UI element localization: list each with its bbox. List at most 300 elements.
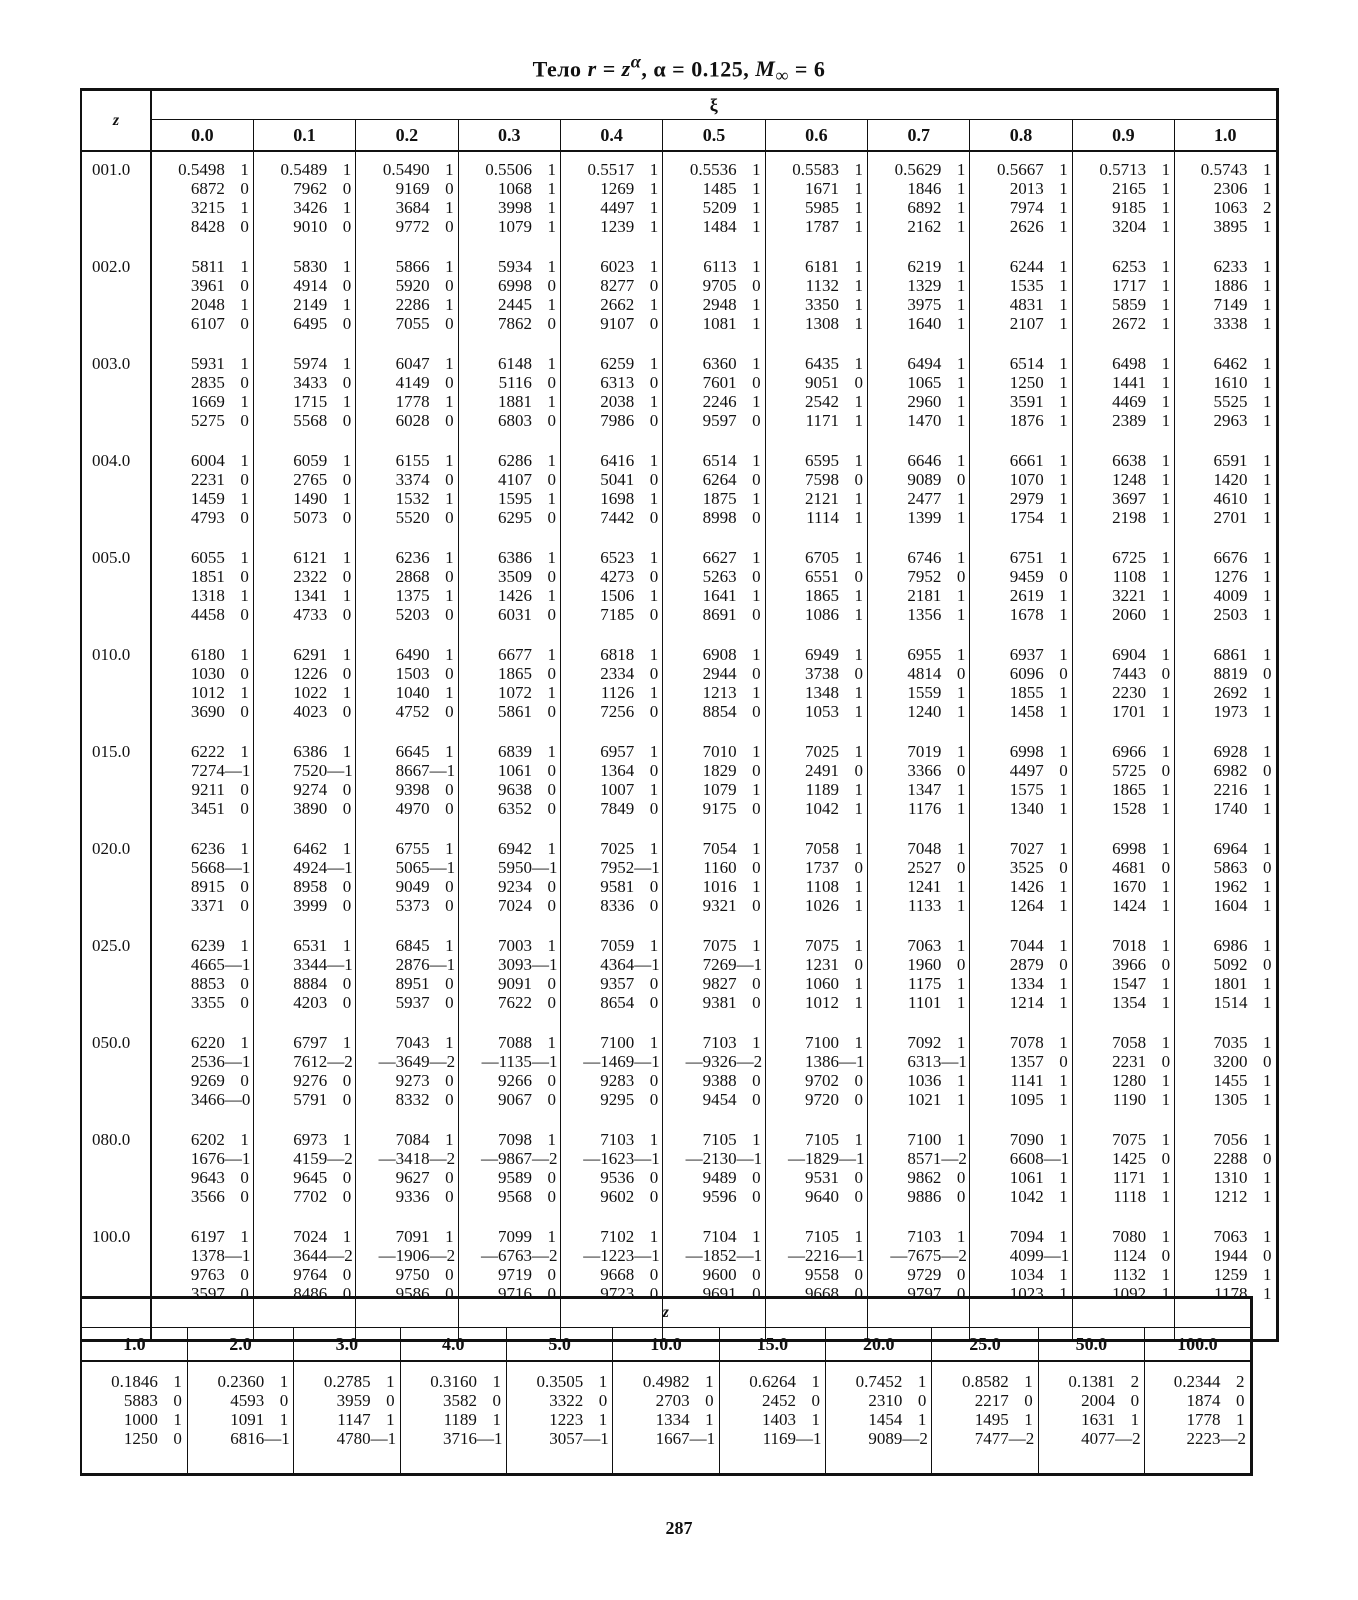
value-line bbox=[970, 683, 1071, 702]
value-line bbox=[561, 955, 662, 974]
exponent: 0 bbox=[547, 567, 556, 586]
exponent: 0 bbox=[752, 1071, 761, 1090]
exponent: 0 bbox=[1263, 1246, 1272, 1265]
exponent: 0 bbox=[649, 702, 659, 721]
value-line bbox=[1073, 683, 1174, 702]
value-line bbox=[254, 314, 355, 333]
exponent: 1 bbox=[240, 198, 249, 217]
exponent: 1 bbox=[1161, 1227, 1171, 1246]
value-line bbox=[663, 936, 764, 955]
exponent: 0 bbox=[240, 605, 249, 624]
exponent: 0 bbox=[547, 780, 556, 799]
value-line bbox=[295, 1410, 398, 1429]
exponent: 1 bbox=[386, 1372, 395, 1391]
mantissa: 6059 bbox=[293, 451, 328, 470]
exponent: 1 bbox=[1263, 1227, 1272, 1246]
exponent: 1 bbox=[1263, 451, 1272, 470]
value-line bbox=[356, 548, 457, 567]
exponent: 0 bbox=[547, 411, 556, 430]
xi-column-header: 0.9 bbox=[1072, 120, 1174, 152]
table-cell bbox=[663, 928, 765, 1025]
exponent: 1 bbox=[854, 780, 864, 799]
mantissa: 3597 bbox=[190, 1284, 225, 1303]
value-line bbox=[152, 1168, 253, 1187]
exponent: 1 bbox=[1161, 295, 1171, 314]
exponent: 0 bbox=[547, 1265, 556, 1284]
exponent: 0 bbox=[445, 1265, 454, 1284]
mantissa: 2216 bbox=[1213, 780, 1248, 799]
value-line bbox=[561, 314, 662, 333]
table-cell bbox=[356, 928, 458, 1025]
mantissa: 9597 bbox=[702, 411, 737, 430]
value-line bbox=[868, 373, 969, 392]
table-cell bbox=[970, 249, 1072, 346]
mantissa: 0.1381 bbox=[1068, 1372, 1116, 1391]
exponent: 0 bbox=[649, 761, 659, 780]
mantissa: 6861 bbox=[1213, 645, 1248, 664]
exponent: 1 bbox=[1263, 257, 1272, 276]
mantissa: 7094 bbox=[1009, 1227, 1044, 1246]
table-cell bbox=[151, 734, 253, 831]
mantissa: 3374 bbox=[395, 470, 430, 489]
mantissa: 7100 bbox=[805, 1033, 840, 1052]
value-line bbox=[970, 276, 1071, 295]
value-line bbox=[970, 936, 1071, 955]
exponent: 1 bbox=[1263, 1033, 1272, 1052]
exponent: 0 bbox=[240, 1168, 249, 1187]
value-line bbox=[254, 645, 355, 664]
exponent: 1 bbox=[752, 742, 761, 761]
value-line bbox=[827, 1410, 930, 1429]
mantissa: 2879 bbox=[1009, 955, 1044, 974]
value-line bbox=[721, 1372, 824, 1391]
exponent: 1 bbox=[956, 451, 966, 470]
table-cell bbox=[458, 443, 560, 540]
exponent: 0 bbox=[854, 567, 864, 586]
mantissa: 0.5498 bbox=[178, 160, 225, 179]
mantissa: 6291 bbox=[293, 645, 328, 664]
exponent: 0 bbox=[342, 605, 352, 624]
value-line bbox=[254, 936, 355, 955]
table-cell bbox=[765, 831, 867, 928]
mantissa: 5950 bbox=[497, 858, 532, 877]
value-line bbox=[868, 1246, 969, 1265]
exponent: 1 bbox=[547, 295, 556, 314]
table-cell bbox=[1038, 1361, 1144, 1475]
mantissa: 7010 bbox=[702, 742, 737, 761]
mantissa: 6202 bbox=[190, 1130, 225, 1149]
mantissa: 3566 bbox=[190, 1187, 225, 1206]
value-line bbox=[254, 586, 355, 605]
exponent: —2 bbox=[429, 1149, 456, 1168]
exponent: 0 bbox=[240, 799, 249, 818]
exponent: 1 bbox=[445, 683, 454, 702]
value-line bbox=[868, 354, 969, 373]
exponent: —2 bbox=[902, 1429, 928, 1448]
value-line bbox=[152, 955, 253, 974]
z-column-header: 50.0 bbox=[1038, 1328, 1144, 1362]
exponent: 0 bbox=[342, 702, 352, 721]
value-line bbox=[1073, 1071, 1174, 1090]
z-value: 015.0 bbox=[81, 734, 151, 831]
mantissa: 4203 bbox=[293, 993, 328, 1012]
value-line bbox=[356, 295, 457, 314]
mantissa: 9283 bbox=[600, 1071, 635, 1090]
table-cell bbox=[1175, 637, 1277, 734]
mantissa: 1212 bbox=[1213, 1187, 1248, 1206]
exponent: 1 bbox=[1161, 567, 1171, 586]
exponent: 1 bbox=[1161, 742, 1171, 761]
mantissa: 7099 bbox=[497, 1227, 532, 1246]
exponent: —1 bbox=[736, 955, 763, 974]
value-line bbox=[766, 742, 867, 761]
mantissa: —3649 bbox=[378, 1052, 430, 1071]
exponent: 1 bbox=[649, 392, 659, 411]
mantissa: 1248 bbox=[1112, 470, 1147, 489]
table-cell bbox=[1072, 928, 1174, 1025]
mantissa: 6646 bbox=[907, 451, 942, 470]
title-alpha: , α = 0.125, bbox=[641, 56, 756, 82]
mantissa: 6872 bbox=[190, 179, 225, 198]
table-cell bbox=[356, 249, 458, 346]
mantissa: 1189 bbox=[805, 780, 840, 799]
exponent: 0 bbox=[854, 1090, 864, 1109]
mantissa: 1276 bbox=[1213, 567, 1248, 586]
value-line bbox=[152, 1130, 253, 1149]
exponent: 1 bbox=[1161, 799, 1171, 818]
value-line bbox=[970, 780, 1071, 799]
exponent: 1 bbox=[752, 548, 761, 567]
mantissa: 5937 bbox=[395, 993, 430, 1012]
value-line bbox=[561, 411, 662, 430]
value-line bbox=[254, 508, 355, 527]
value-line bbox=[868, 1130, 969, 1149]
value-line bbox=[970, 198, 1071, 217]
value-line bbox=[356, 605, 457, 624]
value-line bbox=[766, 1187, 867, 1206]
table-cell bbox=[868, 734, 970, 831]
value-line bbox=[868, 1090, 969, 1109]
xi-column-header: 0.5 bbox=[663, 120, 765, 152]
table-cell bbox=[932, 1361, 1038, 1475]
table-cell bbox=[1072, 443, 1174, 540]
exponent: —1 bbox=[224, 858, 251, 877]
z-value: 050.0 bbox=[81, 1025, 151, 1122]
value-line bbox=[561, 1227, 662, 1246]
mantissa: 6462 bbox=[1213, 354, 1248, 373]
value-line bbox=[970, 411, 1071, 430]
value-line bbox=[663, 839, 764, 858]
exponent: 1 bbox=[1059, 489, 1068, 508]
exponent: —1 bbox=[634, 955, 660, 974]
value-line bbox=[402, 1429, 505, 1448]
exponent: 1 bbox=[854, 411, 864, 430]
exponent: 0 bbox=[752, 702, 761, 721]
exponent: 1 bbox=[1161, 198, 1171, 217]
table-cell bbox=[970, 443, 1072, 540]
mantissa: 9336 bbox=[395, 1187, 430, 1206]
exponent: 1 bbox=[956, 993, 966, 1012]
mantissa: 6949 bbox=[805, 645, 840, 664]
value-line bbox=[663, 702, 764, 721]
mantissa: 0.4982 bbox=[642, 1372, 690, 1391]
mantissa: 4159 bbox=[293, 1149, 328, 1168]
value-line bbox=[970, 1071, 1071, 1090]
mantissa: 1334 bbox=[1009, 974, 1044, 993]
value-line bbox=[152, 257, 253, 276]
mantissa: 6236 bbox=[190, 839, 225, 858]
table-cell bbox=[663, 831, 765, 928]
mantissa: 9750 bbox=[395, 1265, 430, 1284]
mantissa: 7443 bbox=[1112, 664, 1147, 683]
exponent: 1 bbox=[854, 605, 864, 624]
exponent: 1 bbox=[445, 645, 454, 664]
exponent: 1 bbox=[956, 702, 966, 721]
mantissa: 6755 bbox=[395, 839, 430, 858]
mantissa: 6023 bbox=[600, 257, 635, 276]
exponent: 1 bbox=[547, 742, 556, 761]
table-cell bbox=[253, 734, 355, 831]
mantissa: 1053 bbox=[805, 702, 840, 721]
mantissa: 7088 bbox=[497, 1033, 532, 1052]
mantissa: 2121 bbox=[805, 489, 840, 508]
value-line bbox=[1073, 276, 1174, 295]
mantissa: 0.5536 bbox=[689, 160, 737, 179]
value-line bbox=[663, 1033, 764, 1052]
value-line bbox=[561, 508, 662, 527]
value-line bbox=[868, 470, 969, 489]
value-line bbox=[459, 257, 560, 276]
exponent: 0 bbox=[342, 799, 352, 818]
value-line bbox=[868, 451, 969, 470]
mantissa: 7862 bbox=[497, 314, 532, 333]
value-line bbox=[356, 1187, 457, 1206]
exponent: —1 bbox=[634, 1052, 660, 1071]
exponent: 1 bbox=[445, 451, 454, 470]
table-row bbox=[81, 734, 1277, 831]
value-line bbox=[663, 761, 764, 780]
value-line bbox=[868, 645, 969, 664]
exponent: 0 bbox=[547, 664, 556, 683]
exponent: 1 bbox=[1059, 1130, 1068, 1149]
exponent: 1 bbox=[1161, 877, 1171, 896]
exponent: 1 bbox=[752, 936, 761, 955]
exponent: 1 bbox=[240, 451, 249, 470]
mantissa: 9274 bbox=[293, 780, 328, 799]
value-line bbox=[254, 1052, 355, 1071]
value-line bbox=[663, 1052, 764, 1071]
mantissa: 3466 bbox=[190, 1090, 225, 1109]
value-line bbox=[1073, 1052, 1174, 1071]
mantissa: 2322 bbox=[293, 567, 328, 586]
mantissa: 5974 bbox=[293, 354, 328, 373]
mantissa: 9640 bbox=[805, 1187, 840, 1206]
value-line bbox=[561, 1130, 662, 1149]
mantissa: 1667 bbox=[655, 1429, 690, 1448]
value-line bbox=[459, 1130, 560, 1149]
mantissa: 1485 bbox=[702, 179, 737, 198]
xi-column-header: 0.3 bbox=[458, 120, 560, 152]
value-line bbox=[1175, 276, 1275, 295]
exponent: 0 bbox=[598, 1391, 608, 1410]
exponent: —1 bbox=[224, 1052, 251, 1071]
exponent: 1 bbox=[956, 1071, 966, 1090]
mantissa: 9276 bbox=[293, 1071, 328, 1090]
mantissa: 2231 bbox=[190, 470, 225, 489]
mantissa: 5985 bbox=[805, 198, 840, 217]
exponent: 1 bbox=[854, 799, 864, 818]
table-cell bbox=[151, 346, 253, 443]
value-line bbox=[868, 858, 969, 877]
table-cell bbox=[253, 540, 355, 637]
mantissa: 7098 bbox=[497, 1130, 532, 1149]
value-line bbox=[766, 354, 867, 373]
table-row bbox=[81, 1122, 1277, 1219]
mantissa: 1012 bbox=[190, 683, 225, 702]
value-line bbox=[561, 1149, 662, 1168]
mantissa: 1012 bbox=[805, 993, 840, 1012]
value-line bbox=[152, 1265, 253, 1284]
value-line bbox=[970, 1227, 1071, 1246]
exponent: 1 bbox=[240, 1227, 249, 1246]
exponent: 1 bbox=[1263, 314, 1272, 333]
value-line bbox=[766, 1227, 867, 1246]
z-value: 025.0 bbox=[81, 928, 151, 1025]
value-line bbox=[254, 896, 355, 915]
value-line bbox=[83, 1372, 186, 1391]
mantissa: 3975 bbox=[907, 295, 942, 314]
mantissa: 9586 bbox=[395, 1284, 430, 1303]
mantissa: 0.5517 bbox=[587, 160, 635, 179]
value-line bbox=[663, 508, 764, 527]
mantissa: 1034 bbox=[1009, 1265, 1044, 1284]
exponent: 0 bbox=[547, 276, 556, 295]
table-cell bbox=[458, 928, 560, 1025]
exponent: 1 bbox=[1263, 877, 1272, 896]
value-line bbox=[189, 1410, 292, 1429]
value-line bbox=[970, 605, 1071, 624]
exponent: 1 bbox=[1263, 276, 1272, 295]
mantissa: 7003 bbox=[497, 936, 532, 955]
mantissa: 6608 bbox=[1009, 1149, 1044, 1168]
value-line bbox=[970, 896, 1071, 915]
value-line bbox=[254, 955, 355, 974]
exponent: 1 bbox=[649, 586, 659, 605]
mantissa: —1469 bbox=[583, 1052, 635, 1071]
value-line bbox=[1175, 799, 1275, 818]
value-line bbox=[868, 1168, 969, 1187]
table-cell bbox=[356, 734, 458, 831]
value-line bbox=[254, 664, 355, 683]
table-cell bbox=[560, 1025, 662, 1122]
mantissa: 6435 bbox=[805, 354, 840, 373]
mantissa: 9321 bbox=[702, 896, 737, 915]
exponent: 1 bbox=[1059, 276, 1068, 295]
mantissa: 4077 bbox=[1081, 1429, 1116, 1448]
mantissa: 4610 bbox=[1213, 489, 1248, 508]
value-line bbox=[1175, 702, 1275, 721]
mantissa: 1040 bbox=[395, 683, 430, 702]
value-line bbox=[356, 936, 457, 955]
table-cell bbox=[970, 637, 1072, 734]
exponent: 0 bbox=[342, 470, 352, 489]
value-line bbox=[561, 470, 662, 489]
mantissa: 1030 bbox=[190, 664, 225, 683]
mantissa: 8951 bbox=[395, 974, 430, 993]
value-line bbox=[152, 1227, 253, 1246]
exponent: 0 bbox=[649, 974, 659, 993]
exponent: 1 bbox=[1263, 470, 1272, 489]
exponent: 0 bbox=[752, 508, 761, 527]
mantissa: 2310 bbox=[868, 1391, 903, 1410]
exponent: —1 bbox=[327, 858, 353, 877]
mantissa: 3895 bbox=[1213, 217, 1248, 236]
mantissa: 7269 bbox=[702, 955, 737, 974]
mantissa: 9716 bbox=[497, 1284, 532, 1303]
mantissa: 0.6264 bbox=[749, 1372, 797, 1391]
exponent: 0 bbox=[547, 314, 556, 333]
mantissa: 9558 bbox=[805, 1265, 840, 1284]
mantissa: 7598 bbox=[805, 470, 840, 489]
z-value: 003.0 bbox=[81, 346, 151, 443]
exponent: —1 bbox=[224, 761, 251, 780]
value-line bbox=[152, 761, 253, 780]
z-column-header: 5.0 bbox=[506, 1328, 612, 1362]
exponent: 1 bbox=[547, 489, 556, 508]
value-line bbox=[970, 645, 1071, 664]
value-line bbox=[152, 993, 253, 1012]
mantissa: 6031 bbox=[497, 605, 532, 624]
exponent: 1 bbox=[240, 548, 249, 567]
exponent: 0 bbox=[445, 1090, 454, 1109]
exponent: 1 bbox=[547, 217, 556, 236]
exponent: 1 bbox=[854, 1033, 864, 1052]
value-line bbox=[868, 548, 969, 567]
value-line bbox=[402, 1410, 505, 1429]
mantissa: 6239 bbox=[190, 936, 225, 955]
exponent: 1 bbox=[956, 742, 966, 761]
exponent: 1 bbox=[1263, 373, 1272, 392]
mantissa: 1399 bbox=[907, 508, 942, 527]
mantissa: 5931 bbox=[190, 354, 225, 373]
value-line bbox=[663, 1265, 764, 1284]
value-line bbox=[1175, 858, 1275, 877]
exponent: 0 bbox=[445, 702, 454, 721]
mantissa: 1364 bbox=[600, 761, 635, 780]
exponent: 1 bbox=[598, 1410, 608, 1429]
exponent: 1 bbox=[649, 839, 659, 858]
exponent: 1 bbox=[854, 489, 864, 508]
exponent: 0 bbox=[1059, 761, 1068, 780]
mantissa: 1239 bbox=[600, 217, 635, 236]
mantissa: 1308 bbox=[805, 314, 840, 333]
value-line bbox=[356, 1071, 457, 1090]
mantissa: 5525 bbox=[1213, 392, 1248, 411]
mantissa: 1670 bbox=[1112, 877, 1147, 896]
value-line bbox=[1073, 955, 1174, 974]
mantissa: 7104 bbox=[702, 1227, 737, 1246]
exponent: 0 bbox=[1161, 955, 1171, 974]
exponent: 0 bbox=[917, 1391, 927, 1410]
mantissa: 9091 bbox=[497, 974, 532, 993]
value-line bbox=[1073, 354, 1174, 373]
mantissa: 1061 bbox=[1009, 1168, 1044, 1187]
value-line bbox=[766, 373, 867, 392]
mantissa: 6286 bbox=[497, 451, 532, 470]
exponent: 0 bbox=[240, 896, 249, 915]
value-line bbox=[970, 314, 1071, 333]
exponent: 0 bbox=[445, 877, 454, 896]
